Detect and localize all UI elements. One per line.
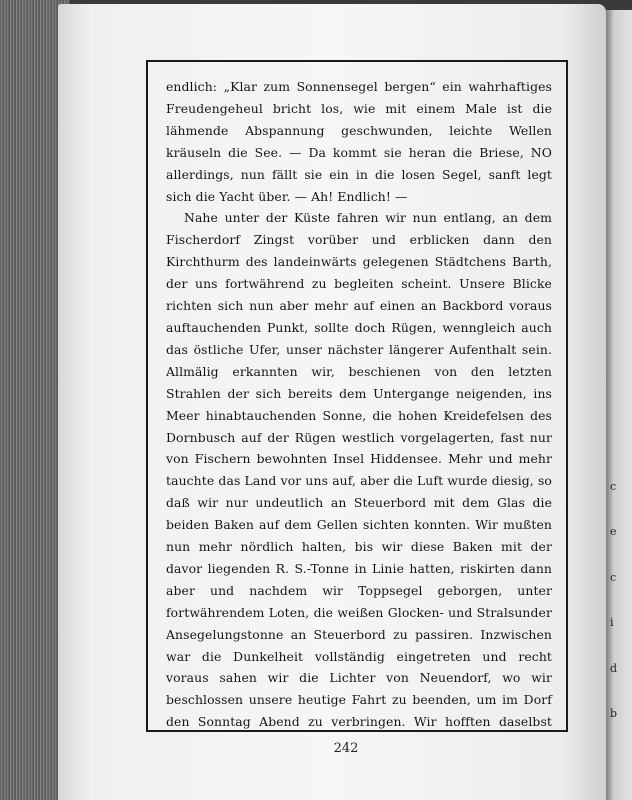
paragraph: Nahe unter der Küste fahren wir nun entlang, an dem Fischerdorf Zingst vorüber und erblicken dann den Kirchthurm des landeinwärts gelegenen Städtchens Barth, der uns fortwährend zu begleiten scheint. Unsere Blicke richten sich nun aber mehr auf einen an Backbord voraus auftauchenden Punkt, sollte doch Rügen, wenngleich auch das östliche Ufer, unser nächster längerer Aufenthalt sein. Allmälig erkannten wir, beschienen von den letzten Strahlen der sich bereits dem Untergange neigenden, ins Meer hinabtauchenden Sonne, die hohen Kreidefelsen des Dornbusch auf der Rügen westlich vorgelagerten, fast nur von Fischern bewohnten Insel Hiddensee. Mehr und mehr tauchte das Land vor uns auf, aber die Luft wurde diesig, so daß wir nur undeutlich an Steuerbord mit dem Glas die beiden Baken auf dem Gellen sichten konnten. Wir mußten nun mehr nördlich halten, bis wir diese Baken mit der davor liegenden R. S.-Tonne in Linie hatten, riskirten dann aber und nachdem wir Toppsegel geborgen, unter fortwährendem Loten, die weißen Glocken- und Stralsunder Ansegelungstonne an Steuerbord zu passiren. Inzwischen war die Dunkelheit vollständig eingetreten und recht voraus sahen wir die Lichter von Neuendorf, wo wir beschlossen unsere heutige Fahrt zu beenden, um im Dorf den Sonntag Abend zu verbringen. Wir hofften daselbst: [166, 210, 552, 730]
edge-letter: d: [610, 661, 618, 675]
text-frame: [146, 60, 568, 732]
adjacent-page-letters: [610, 480, 632, 720]
edge-letter: b: [610, 706, 618, 720]
edge-letter: e: [610, 525, 617, 539]
paragraph: endlich: „Klar zum Sonnensegel bergen“ ein wahrhaftiges Freudengeheul bricht los, wie mit einem Male ist die lähmende Abspannung geschwunden, leichte Wellen kräuseln die See. — Da kommt sie heran die Briese, NO allerdings, nun fällt sie ein in die losen Segel, sanft legt sich die Yacht über. — Ah! Endlich! —: [166, 79, 552, 204]
page-number: 242: [333, 741, 359, 756]
edge-letter: i: [610, 616, 614, 630]
body-text: [166, 76, 552, 732]
edge-letter: c: [610, 480, 617, 493]
edge-letter: c: [610, 570, 617, 584]
